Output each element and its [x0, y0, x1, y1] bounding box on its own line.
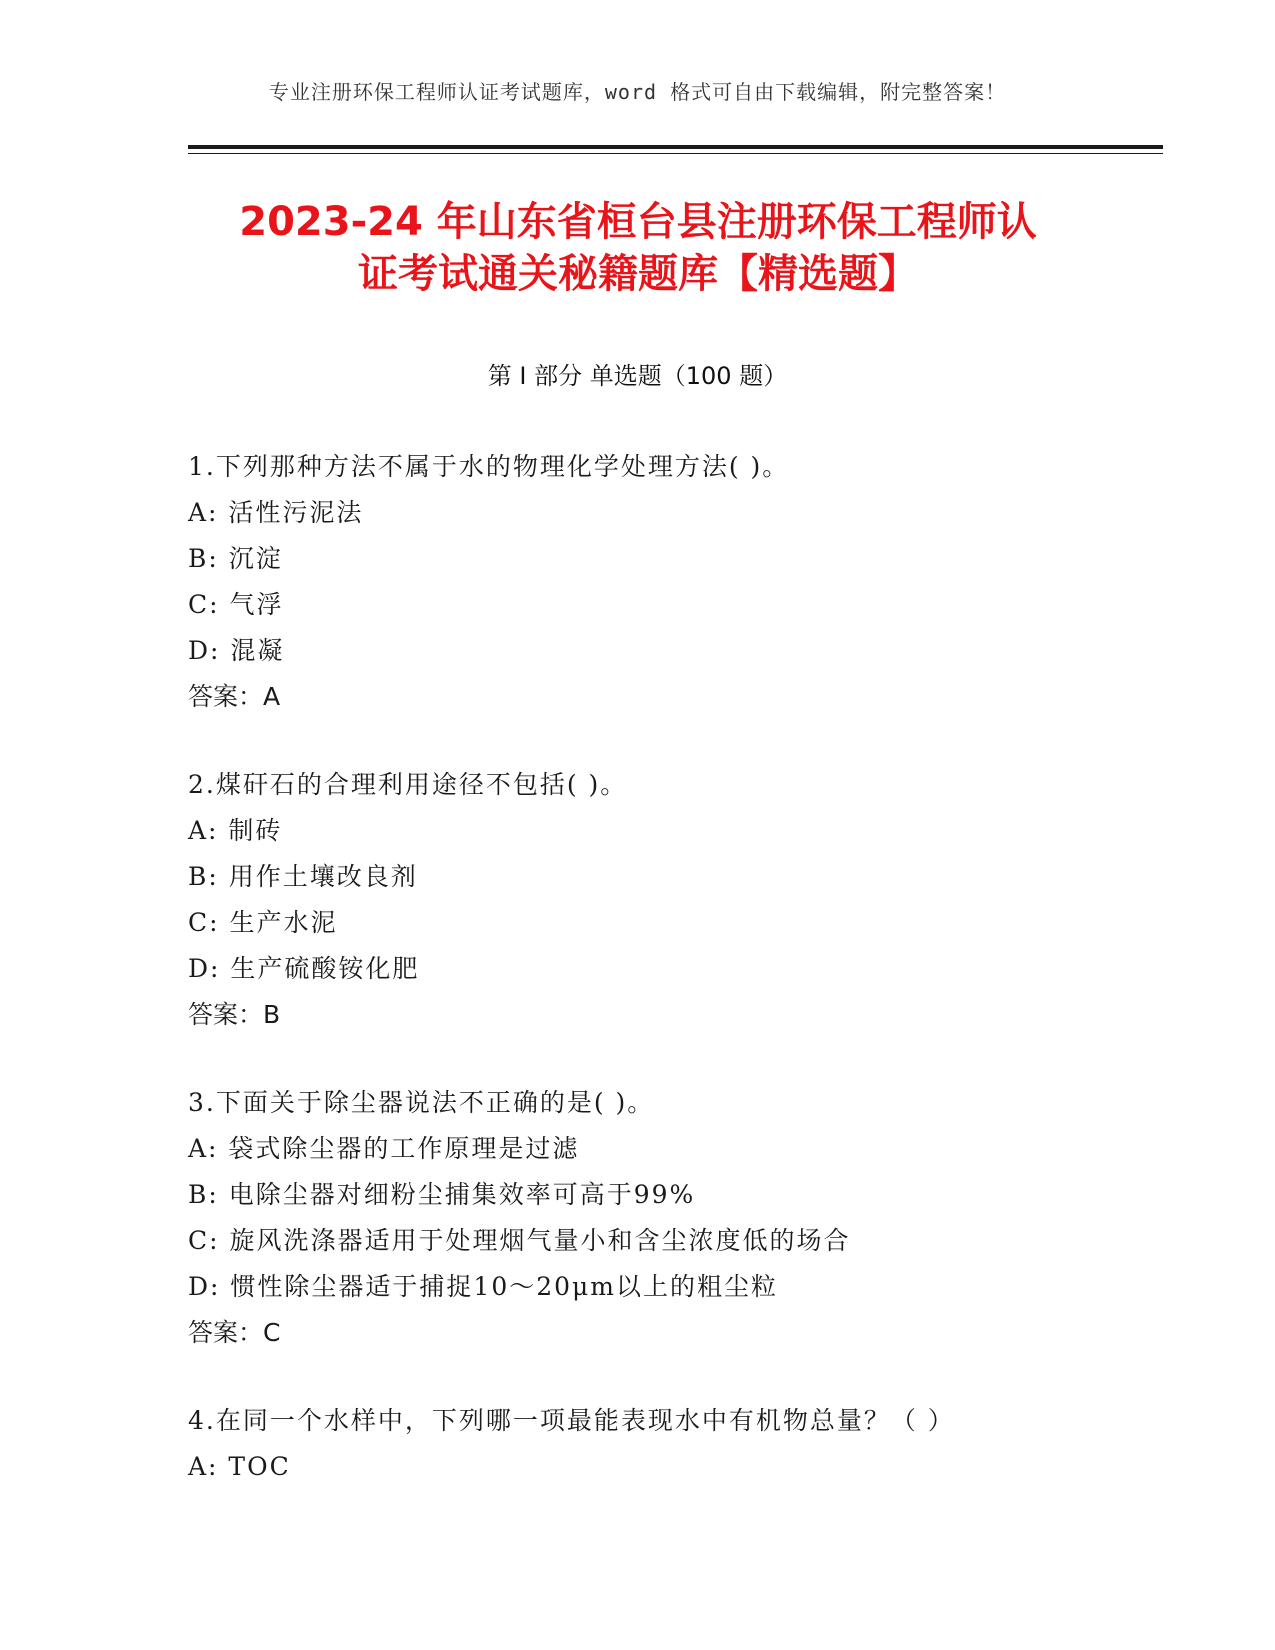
document-title [188, 196, 1088, 300]
question-stem: 3.下面关于除尘器说法不正确的是( )。 [188, 1088, 655, 1117]
header-divider-thick [188, 145, 1163, 149]
option-c: C: 气浮 [188, 590, 284, 619]
option-d: D: 惯性除尘器适于捕捉10～20μm以上的粗尘粒 [188, 1272, 778, 1301]
option-a: A: 制砖 [188, 816, 283, 845]
question-3 [188, 1080, 1168, 1356]
header-divider-thin [188, 153, 1163, 154]
option-c: C: 生产水泥 [188, 908, 338, 937]
option-c: C: 旋风洗涤器适用于处理烟气量小和含尘浓度低的场合 [188, 1226, 851, 1255]
header-note: 专业注册环保工程师认证考试题库，word 格式可自由下载编辑，附完整答案！ [268, 80, 1007, 104]
title-line-2: 证考试通关秘籍题库【精选题】 [358, 251, 918, 297]
option-a: A: 袋式除尘器的工作原理是过滤 [188, 1134, 580, 1163]
option-b: B: 电除尘器对细粉尘捕集效率可高于99% [188, 1180, 696, 1209]
question-stem: 4.在同一个水样中，下列哪一项最能表现水中有机物总量？（ ） [188, 1406, 955, 1435]
question-2 [188, 762, 1168, 1038]
option-b: B: 用作土壤改良剂 [188, 862, 418, 891]
question-1 [188, 444, 1168, 720]
question-stem: 1.下列那种方法不属于水的物理化学处理方法( )。 [188, 452, 790, 481]
answer: 答案：B [188, 1000, 281, 1029]
option-b: B: 沉淀 [188, 544, 283, 573]
title-line-1: 2023-24 年山东省桓台县注册环保工程师认 [239, 199, 1037, 245]
question-4 [188, 1398, 1168, 1490]
answer: 答案：A [188, 682, 281, 711]
option-a: A: 活性污泥法 [188, 498, 364, 527]
option-d: D: 混凝 [188, 636, 285, 665]
question-list [188, 444, 1168, 1532]
option-d: D: 生产硫酸铵化肥 [188, 954, 420, 983]
answer: 答案：C [188, 1318, 281, 1347]
section-title: 第 I 部分 单选题（100 题） [487, 362, 788, 390]
option-a: A: TOC [188, 1452, 291, 1481]
question-stem: 2.煤矸石的合理利用途径不包括( )。 [188, 770, 628, 799]
